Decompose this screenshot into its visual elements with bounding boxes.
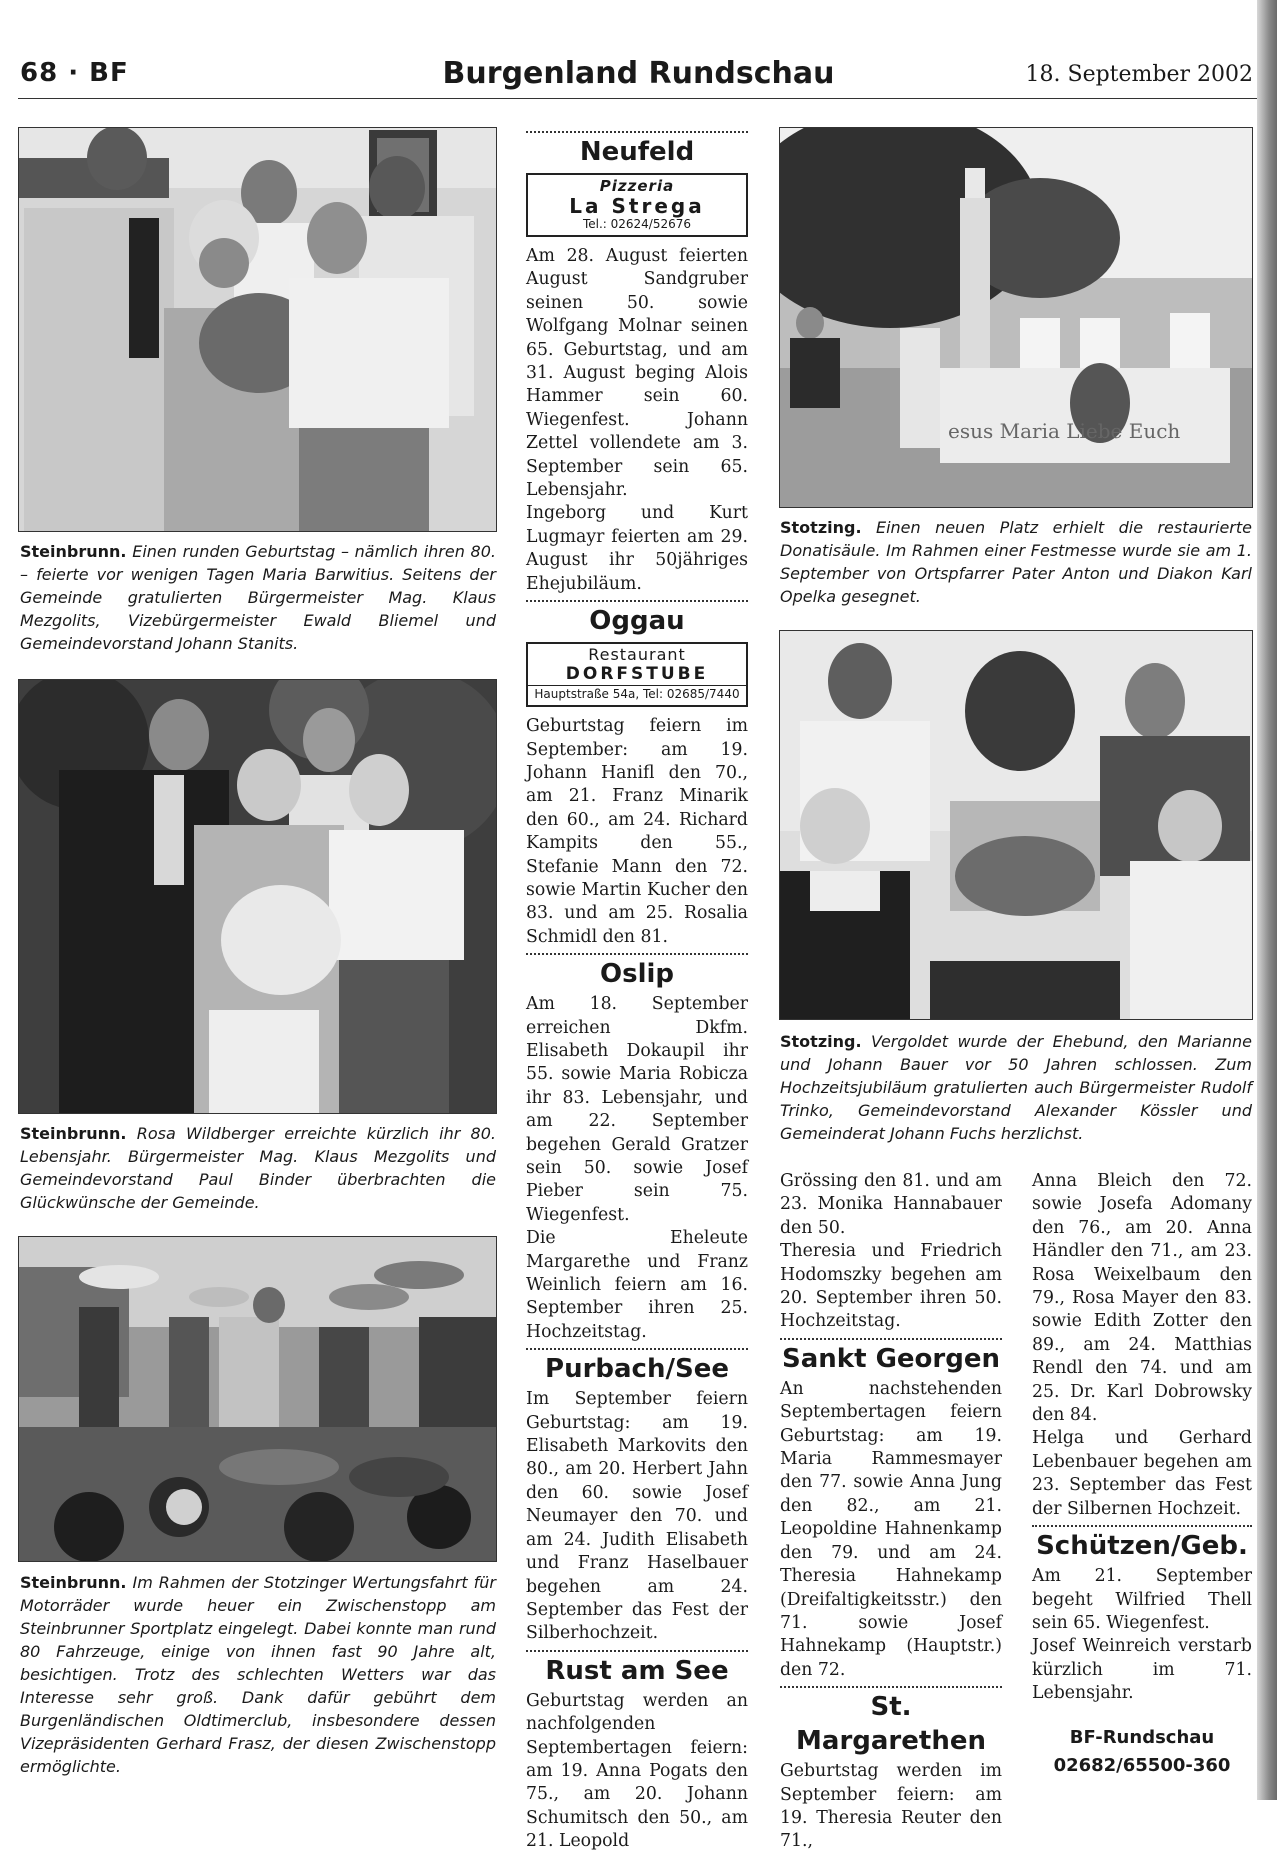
article-paragraph: Geburtstag werden an nachfolgenden Septembertagen feiern: am 19. Anna Pogats den 75., am 20. Johann Schumitsch den 50., am 21. Leopold [526, 1690, 748, 1852]
contact-name: BF-Rundschau [1069, 1726, 1215, 1748]
column-local-news-3 [1032, 1170, 1252, 1780]
page-edge-shadow [1257, 0, 1277, 1800]
caption-place: Steinbrunn. [20, 1124, 127, 1143]
heading-purbach: Purbach/See [545, 1354, 729, 1385]
photo-motorcycles [18, 1236, 497, 1562]
section-divider [526, 1650, 748, 1652]
article-paragraph: Am 18. September erreichen Dkfm. Elisabeth Dokaupil ihr 55. sowie Maria Robicza ihr 83. Lebensjahr, und am 22. September begehen Gerald Gratzer sein 50. sowie Josef Pieber sein 75. Wiegenfest. [526, 994, 748, 1225]
photo-birthday-barwitius [18, 127, 497, 532]
article-paragraph: Geburtstag werden im September feiern: am 19. Theresia Reuter den 71., [780, 1761, 1002, 1852]
caption-text: Im Rahmen der Stotzinger Wertungsfahrt für Motorräder wurde heuer ein Zwischenstopp am Steinbrunner Sportplatz eingelegt. Dabei konnte man rund 80 Fahrzeuge, einige von ihnen fast 90 Jahre alt, besichtigen. Trotz des schlechten Wetters war das Interesse sehr groß. Dank dafür gebührt dem Burgenländischen Oldtimerclub, insbesondere dessen Vizepräsidenten Gerhard Frasz, der diesen Zwischenstopp ermöglichte. [20, 1573, 496, 1776]
newspaper-title: Burgenland Rundschau [442, 56, 835, 91]
section-divider [526, 953, 748, 955]
article-paragraph: Grössing den 81. und am 23. Monika Hannabauer den 50. [780, 1171, 1002, 1238]
section-divider [780, 1686, 1002, 1688]
article-paragraph: Am 21. September begeht Wilfried Thell sein 65. Wiegenfest. [1032, 1566, 1252, 1633]
photo-donatisaeule [779, 127, 1253, 508]
page-number: 68 · BF [20, 58, 129, 88]
header-rule [18, 98, 1258, 99]
heading-neufeld: Neufeld [579, 137, 695, 167]
photo5-caption [780, 1030, 1252, 1145]
photo1-caption [20, 540, 496, 655]
photo-birthday-wildberger [18, 679, 497, 1114]
article-paragraph: Am 28. August feierten August Sandgruber seinen 50. sowie Wolfgang Molnar seinen 65. Geburtstag, und am 31. August beging Alois Hammer sein 60. Wiegenfest. Johann Zettel vollendete am 3. September sein 65. Lebensjahr. [526, 246, 748, 501]
caption-place: Steinbrunn. [20, 542, 127, 561]
article-paragraph: Geburtstag feiern im September: am 19. Johann Hanifl den 70., am 21. Franz Minarik den 60., am 24. Richard Kampits den 55., Stefanie Mann den 72. sowie Martin Kucher den 83. und am 25. Rosalia Schmidl den 81. [526, 716, 748, 947]
article-paragraph: An nachstehenden Septembertagen feiern Geburtstag: am 19. Maria Rammesmayer den 77. sowie Anna Jung den 82., am 21. Leopoldine Hahnenkamp den 79. und am 24. Theresia Hahnekamp (Dreifaltigkeitsstr.) den 71. sowie Josef Hahnekamp (Hauptstr.) den 72. [780, 1378, 1002, 1680]
ad-pizzeria [526, 173, 748, 237]
article-paragraph: Im September feiern Geburtstag: am 19. Elisabeth Markovits den 80., am 20. Herbert Jahn den 60. sowie Josef Neumayer den 70. und am 24. Judith Elisabeth und Franz Haselbauer begehen am 24. September das Fest der Silberhochzeit. [526, 1389, 748, 1644]
caption-text: Vergoldet wurde der Ehebund, den Marianne und Johann Bauer vor 50 Jahren schlossen. Zum Hochzeitsjubiläum gratulierten auch Bürgermeister Rudolf Trinko, Gemeindevorstand Alexander Kössler und Gemeinderat Johann Fuchs herzlichst. [780, 1032, 1252, 1143]
article-paragraph: Helga und Gerhard Lebenbauer begehen am 23. September das Fest der Silbernen Hochzeit. [1032, 1428, 1252, 1519]
section-divider [526, 1348, 748, 1350]
photo3-caption [20, 1571, 496, 1778]
heading-rust: Rust am See [545, 1655, 729, 1686]
contact-phone: 02682/65500-360 [1053, 1754, 1231, 1776]
caption-text: Rosa Wildberger erreichte kürzlich ihr 80. Lebensjahr. Bürgermeister Mag. Klaus Mezgolits und Gemeindevorstand Paul Binder überbrachten die Glückwünsche der Gemeinde. [20, 1124, 496, 1212]
section-divider [526, 600, 748, 602]
photo-golden-wedding [779, 630, 1253, 1020]
heading-sankt-georgen: Sankt Georgen [782, 1343, 1000, 1374]
article-paragraph: Ingeborg und Kurt Lugmayr feierten am 29. August ihr 50jähriges Ehejubiläum. [526, 503, 748, 594]
caption-text: Einen runden Geburtstag – nämlich ihren 80. – feierte vor wenigen Tagen Maria Barwitius. Seitens der Gemeinde gratulierten Bürgermeister Mag. Klaus Mezgolits, Vizebürgermeister Ewald Bliemel und Gemeindevorstand Johann Stanits. [20, 542, 496, 653]
heading-schuetzen: Schützen/Geb. [1036, 1531, 1248, 1562]
ad-line: Tel.: 02624/52676 [582, 217, 692, 231]
caption-place: Steinbrunn. [20, 1573, 127, 1592]
heading-st-margarethen: St. Margarethen [796, 1692, 986, 1757]
caption-place: Stotzing. [780, 1032, 862, 1051]
photo2-caption [20, 1122, 496, 1214]
ad-line: Restaurant [588, 645, 686, 665]
article-paragraph: Anna Bleich den 72. sowie Josefa Adomany den 76., am 20. Anna Händler den 71., am 23. Rosa Weixelbaum den 79., Rosa Mayer den 83. sowie Edith Zotter den 89., am 24. Matthias Rendl den 74. und am 25. Dr. Karl Dobrowsky den 84. [1032, 1171, 1252, 1426]
article-paragraph: Theresia und Friedrich Hodomszky begehen am 20. September ihren 50. Hochzeitstag. [780, 1241, 1002, 1332]
ad-line: La Strega [569, 194, 705, 218]
ad-line: Pizzeria [599, 177, 675, 195]
section-divider [780, 1338, 1002, 1340]
column-local-news-2 [780, 1170, 1002, 1854]
ad-line: Hauptstraße 54a, Tel: 02685/7440 [528, 685, 746, 702]
ad-line: DORFSTUBE [565, 664, 709, 685]
article-paragraph: Josef Weinreich verstarb kürzlich im 71. Lebensjahr. [1032, 1636, 1252, 1704]
altar-inscription: esus Maria Liebe Euch [948, 419, 1181, 443]
column-local-news-1 [526, 127, 748, 1854]
ad-restaurant [526, 642, 748, 707]
section-divider [526, 131, 748, 133]
heading-oggau: Oggau [589, 606, 685, 637]
article-paragraph: Die Eheleute Margarethe und Franz Weinlich feiern am 16. September ihren 25. Hochzeitstag. [526, 1228, 748, 1342]
section-divider [1032, 1525, 1252, 1527]
caption-text: Einen neuen Platz erhielt die restaurierte Donatisäule. Im Rahmen einer Festmesse wurde sie am 1. September von Ortspfarrer Pater Anton und Diakon Karl Opelka gesegnet. [780, 518, 1253, 606]
heading-oslip: Oslip [599, 959, 674, 990]
caption-place: Stotzing. [780, 518, 862, 537]
photo4-caption [780, 516, 1252, 608]
issue-date: 18. September 2002 [1025, 62, 1253, 87]
